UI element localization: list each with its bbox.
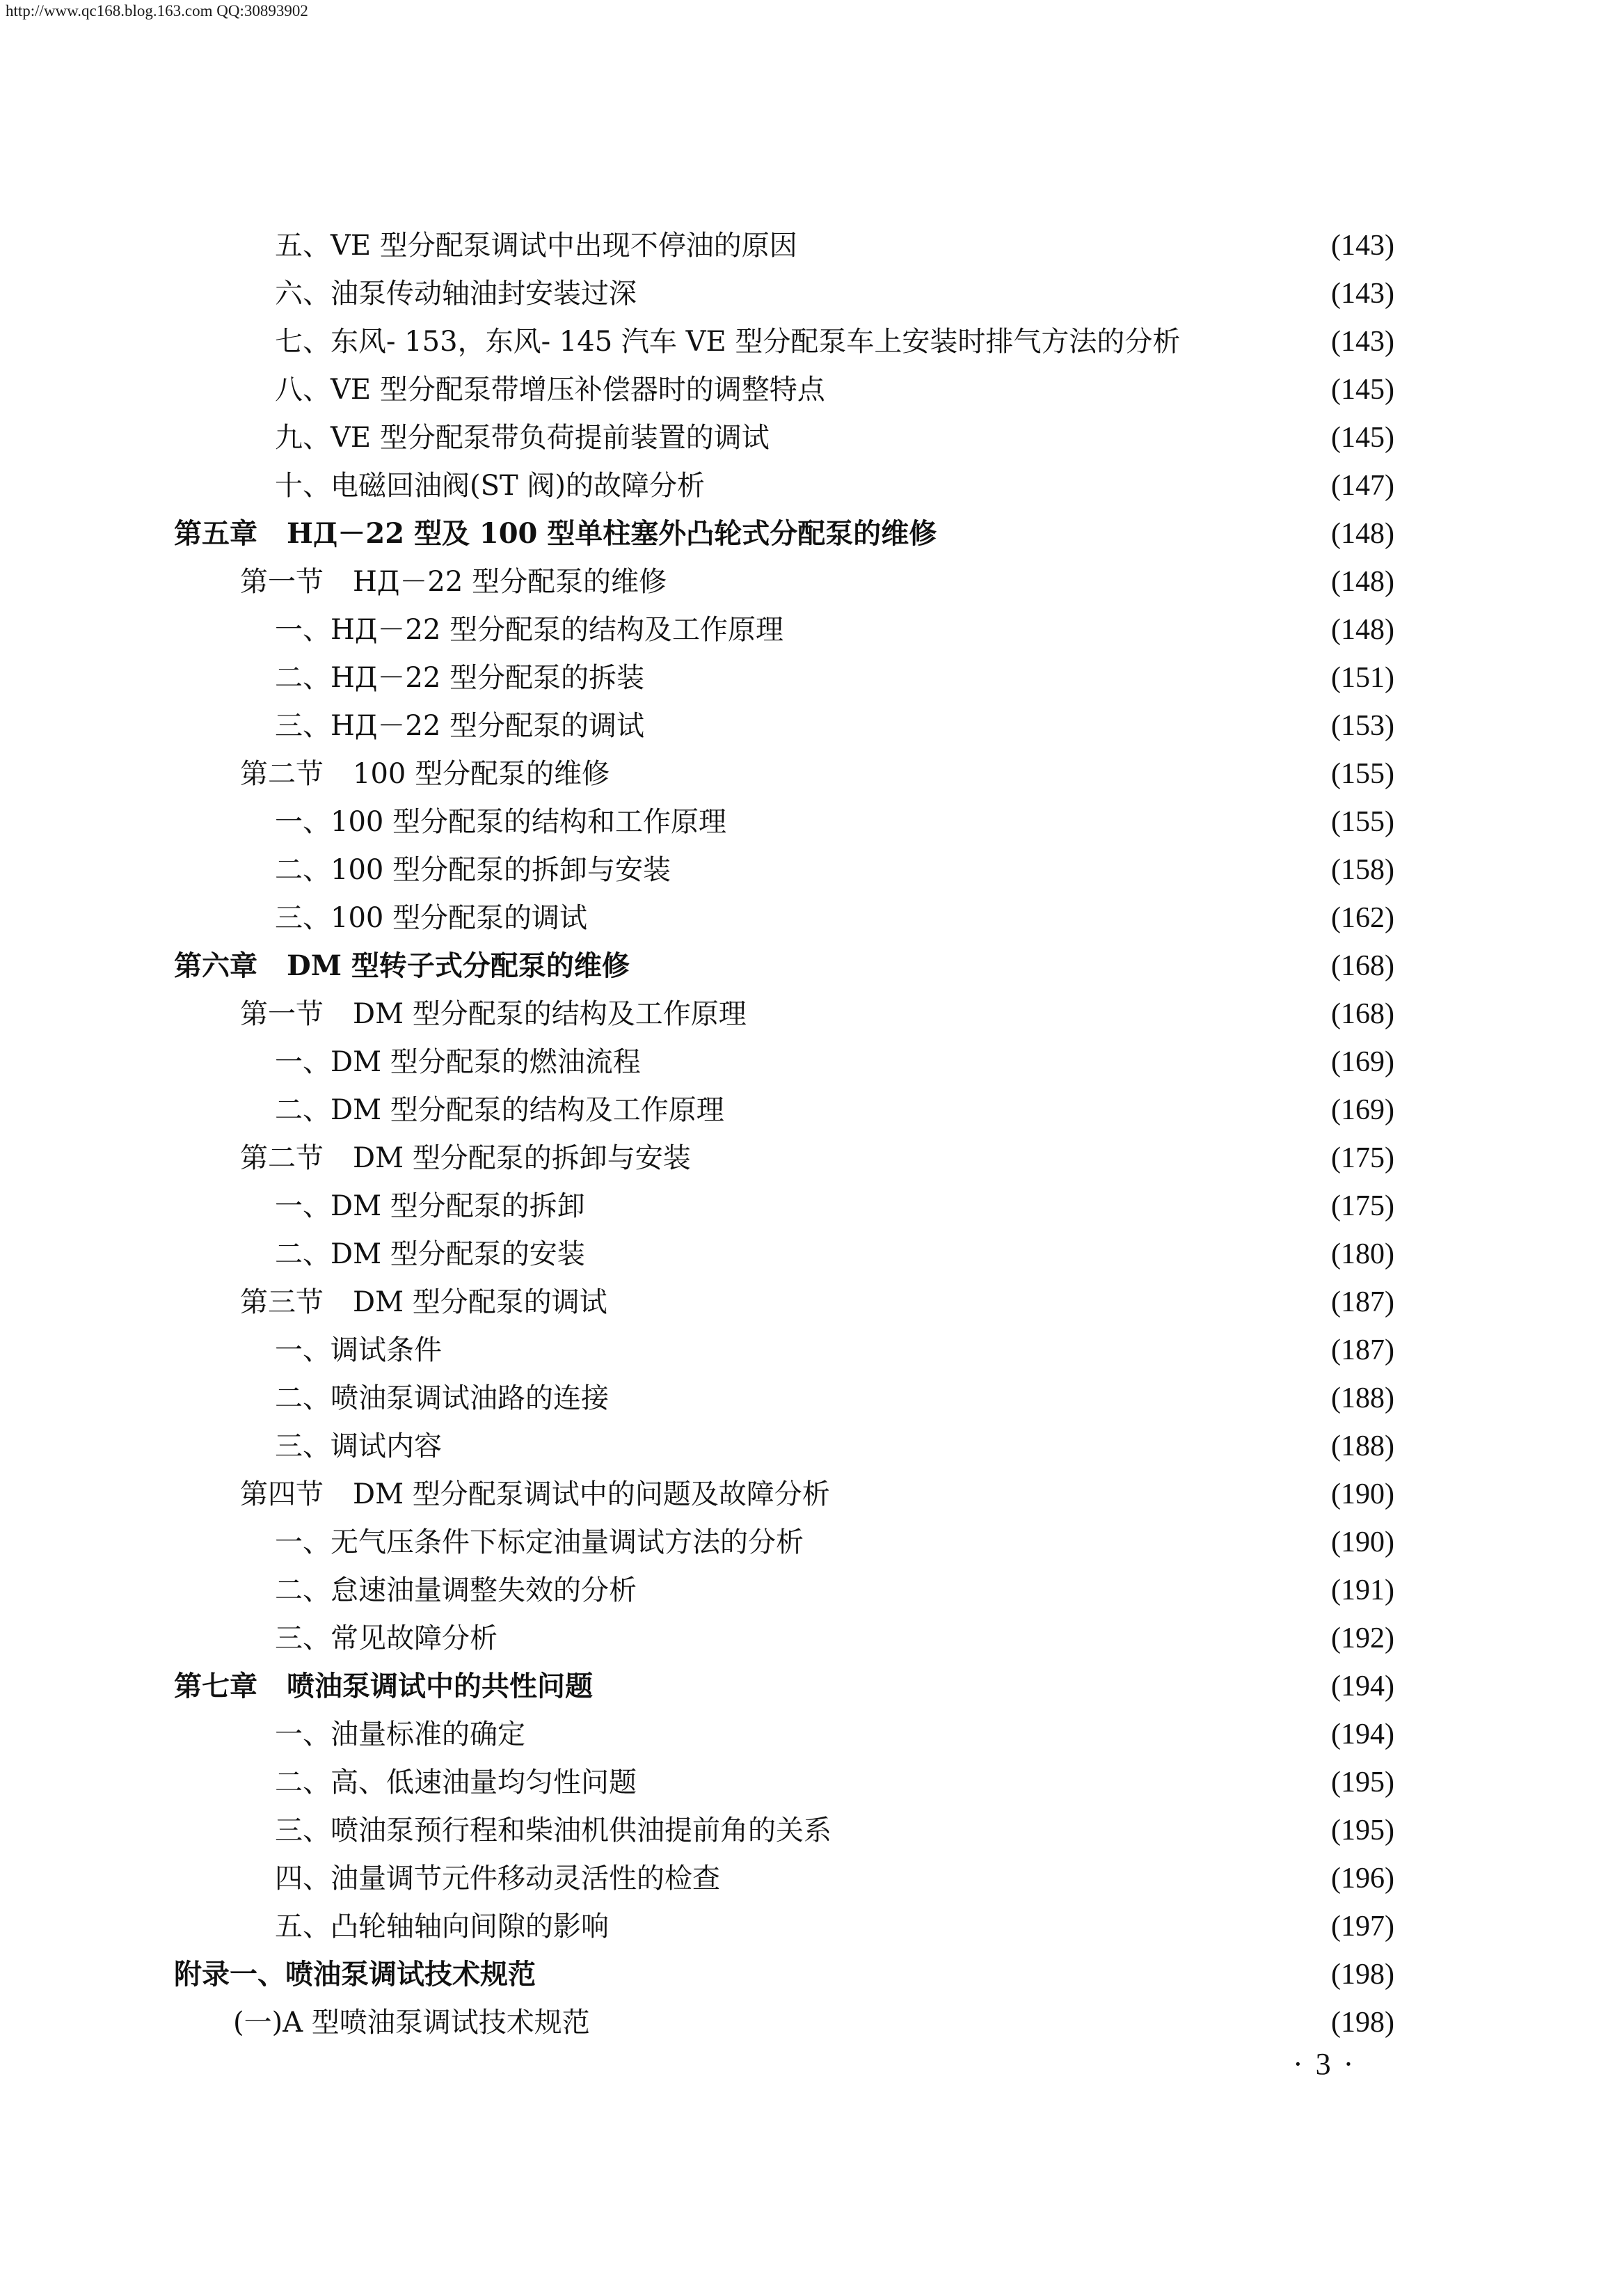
toc-page-number: (180) xyxy=(1331,1238,1394,1270)
toc-entry-title: 三、100 型分配泵的调试 xyxy=(275,901,588,934)
toc-entry-title: DM 型转子式分配泵的维修 xyxy=(287,949,630,982)
dot-leader xyxy=(644,1766,1283,1798)
dot-leader xyxy=(449,1430,1283,1462)
toc-entry-text xyxy=(275,854,671,886)
dot-leader xyxy=(832,374,1283,406)
toc-page-number: (187) xyxy=(1331,1286,1394,1318)
toc-entry-title: 八、VE 型分配泵带增压补偿器时的调整特点 xyxy=(275,373,825,406)
dot-leader xyxy=(592,1190,1283,1222)
toc-entry-title: 二、100 型分配泵的拆卸与安装 xyxy=(275,853,671,886)
toc-entry-text xyxy=(275,1430,442,1462)
toc-page-number: (148) xyxy=(1331,613,1394,646)
toc-entry-text xyxy=(275,902,587,934)
toc-page-number: (197) xyxy=(1331,1910,1394,1943)
dot-leader xyxy=(1187,326,1283,358)
dot-leader xyxy=(698,1142,1283,1174)
footer-dot-left: · xyxy=(1293,2047,1303,2081)
toc-entry-text xyxy=(240,1142,691,1174)
toc-entry-text xyxy=(275,374,825,406)
toc-entry-title: 二、DM 型分配泵的安装 xyxy=(275,1238,585,1270)
toc-entry-title: 五、凸轮轴轴向间隙的影响 xyxy=(275,1910,609,1943)
toc-page-number: (168) xyxy=(1331,949,1394,982)
toc-entry-item xyxy=(0,461,1624,509)
dot-leader xyxy=(804,230,1283,262)
toc-entry-text xyxy=(275,1718,525,1750)
toc-entry-appendix xyxy=(0,1950,1624,1998)
toc-entry-item xyxy=(0,221,1624,269)
toc-entry-text xyxy=(240,998,747,1030)
toc-entry-title: DM 型分配泵的结构及工作原理 xyxy=(353,997,747,1030)
toc-page-number: (158) xyxy=(1331,853,1394,886)
toc-page-number: (192) xyxy=(1331,1622,1394,1654)
toc-entry-text xyxy=(275,1382,609,1414)
toc-entry-chapter xyxy=(0,1662,1624,1710)
toc-entry-text xyxy=(174,518,937,550)
toc-entry-section xyxy=(0,1470,1624,1518)
toc-entry-text xyxy=(275,1190,585,1222)
toc-entry-subappendix xyxy=(0,1998,1624,2046)
dot-leader xyxy=(616,1382,1283,1414)
toc-page-number: (194) xyxy=(1331,1670,1394,1702)
dot-leader xyxy=(532,1718,1283,1750)
toc-entry-item xyxy=(0,606,1624,654)
toc-entry-text xyxy=(275,1766,637,1798)
toc-entry-item xyxy=(0,1518,1624,1566)
toc-entry-text xyxy=(275,614,783,646)
toc-entry-item xyxy=(0,702,1624,750)
toc-entry-text xyxy=(275,1334,442,1366)
toc-page-number: (168) xyxy=(1331,997,1394,1030)
toc-entry-text xyxy=(275,662,644,694)
toc-page-number: (145) xyxy=(1331,373,1394,406)
toc-entry-item xyxy=(0,1326,1624,1374)
page-number: 3 xyxy=(1315,2047,1331,2081)
toc-entry-text xyxy=(174,950,630,982)
toc-entry-item xyxy=(0,269,1624,317)
toc-entry-text xyxy=(275,1094,724,1126)
toc-entry-item xyxy=(0,894,1624,942)
toc-page-number: (195) xyxy=(1331,1766,1394,1798)
toc-entry-text xyxy=(275,230,797,262)
dot-leader xyxy=(837,1478,1283,1510)
dot-leader xyxy=(811,1526,1283,1558)
toc-page-number: (169) xyxy=(1331,1045,1394,1078)
dot-leader xyxy=(592,1238,1283,1270)
toc-entry-title: 三、喷油泵预行程和柴油机供油提前角的关系 xyxy=(275,1814,831,1847)
footer-dot-right: · xyxy=(1343,2047,1354,2081)
toc-page-number: (198) xyxy=(1331,1958,1394,1991)
toc-entry-text xyxy=(240,1478,830,1510)
toc-entry-title: 一、DM 型分配泵的拆卸 xyxy=(275,1189,585,1222)
toc-entry-title: 二、DM 型分配泵的结构及工作原理 xyxy=(275,1093,724,1126)
dot-leader xyxy=(600,1670,1283,1702)
toc-entry-title: 七、东风- 153，东风- 145 汽车 VE 型分配泵车上安装时排气方法的分析 xyxy=(275,325,1181,358)
toc-entry-number: 第七章 xyxy=(174,1669,257,1702)
toc-entry-title: (一)A 型喷油泵调试技术规范 xyxy=(233,2006,590,2039)
toc-page-number: (175) xyxy=(1331,1189,1394,1222)
dot-leader xyxy=(616,758,1283,790)
dot-leader xyxy=(597,2007,1283,2039)
dot-leader xyxy=(594,902,1283,934)
toc-entry-title: 十、电磁回油阀(ST 阀)的故障分析 xyxy=(275,469,706,502)
dot-leader xyxy=(733,806,1283,838)
toc-entry-item xyxy=(0,1182,1624,1230)
toc-entry-title: DM 型分配泵的拆卸与安装 xyxy=(353,1141,691,1174)
toc-page-number: (187) xyxy=(1331,1334,1394,1366)
dot-leader xyxy=(790,614,1283,646)
toc-entry-title: 一、无气压条件下标定油量调试方法的分析 xyxy=(275,1526,804,1558)
dot-leader xyxy=(644,1574,1283,1606)
toc-entry-title: 三、调试内容 xyxy=(275,1430,442,1462)
toc-entry-text xyxy=(275,1622,497,1654)
toc-page-number: (191) xyxy=(1331,1574,1394,1606)
toc-entry-number: 第一节 xyxy=(240,565,324,598)
toc-entry-title: 一、DM 型分配泵的燃油流程 xyxy=(275,1045,641,1078)
toc-entry-number: 第二节 xyxy=(240,757,324,790)
toc-page-number: (148) xyxy=(1331,565,1394,598)
toc-entry-title: 附录一、喷油泵调试技术规范 xyxy=(174,1957,536,1991)
dot-leader xyxy=(674,566,1283,598)
toc-entry-number: 第五章 xyxy=(174,516,257,550)
toc-page-number: (143) xyxy=(1331,277,1394,310)
toc-entry-item xyxy=(0,1710,1624,1758)
dot-leader xyxy=(648,1046,1283,1078)
toc-entry-title: 一、油量标准的确定 xyxy=(275,1718,525,1750)
toc-entry-item xyxy=(0,1902,1624,1950)
toc-page-number: (175) xyxy=(1331,1141,1394,1174)
toc-entry-title: 四、油量调节元件移动灵活性的检查 xyxy=(275,1862,720,1895)
toc-entry-text xyxy=(275,1526,804,1558)
toc-entry-item xyxy=(0,365,1624,413)
page-number-footer xyxy=(1280,2046,1366,2082)
dot-leader xyxy=(678,854,1283,886)
toc-entry-section xyxy=(0,750,1624,798)
toc-entry-section xyxy=(0,1134,1624,1182)
toc-page-number: (143) xyxy=(1331,229,1394,262)
toc-page-number: (153) xyxy=(1331,709,1394,742)
dot-leader xyxy=(727,1863,1283,1895)
toc-page-number: (143) xyxy=(1331,325,1394,358)
toc-page-number: (148) xyxy=(1331,517,1394,550)
toc-entry-item xyxy=(0,1230,1624,1278)
toc-entry-text xyxy=(174,1670,593,1702)
toc-page-number: (169) xyxy=(1331,1093,1394,1126)
toc-entry-item xyxy=(0,1854,1624,1902)
dot-leader xyxy=(731,1094,1283,1126)
dot-leader xyxy=(838,1815,1283,1847)
toc-entry-text xyxy=(275,1911,609,1943)
toc-entry-section xyxy=(0,558,1624,606)
toc-page-number: (188) xyxy=(1331,1382,1394,1414)
toc-entry-text xyxy=(275,278,637,310)
toc-entry-text xyxy=(174,1959,536,1991)
dot-leader xyxy=(616,1911,1283,1943)
table-of-contents xyxy=(0,221,1624,2046)
toc-entry-item xyxy=(0,1086,1624,1134)
toc-entry-item xyxy=(0,1758,1624,1806)
toc-entry-title: 三、常见故障分析 xyxy=(275,1622,497,1654)
toc-entry-item xyxy=(0,1038,1624,1086)
toc-entry-title: 二、喷油泵调试油路的连接 xyxy=(275,1382,609,1414)
toc-entry-text xyxy=(275,326,1180,358)
toc-entry-item xyxy=(0,1806,1624,1854)
toc-entry-text xyxy=(240,566,667,598)
toc-entry-title: DM 型分配泵的调试 xyxy=(353,1286,607,1318)
toc-entry-title: HД－22 型及 100 型单柱塞外凸轮式分配泵的维修 xyxy=(287,516,937,550)
toc-entry-text xyxy=(275,1863,720,1895)
toc-page-number: (155) xyxy=(1331,805,1394,838)
dot-leader xyxy=(712,470,1283,502)
toc-entry-item xyxy=(0,317,1624,365)
toc-entry-item xyxy=(0,1614,1624,1662)
toc-entry-text xyxy=(275,470,705,502)
toc-entry-item xyxy=(0,1566,1624,1614)
toc-entry-text xyxy=(275,1238,585,1270)
dot-leader xyxy=(754,998,1283,1030)
toc-entry-text xyxy=(275,710,644,742)
toc-page-number: (194) xyxy=(1331,1718,1394,1750)
toc-entry-title: 九、VE 型分配泵带负荷提前装置的调试 xyxy=(275,421,770,454)
toc-entry-title: 一、调试条件 xyxy=(275,1334,442,1366)
toc-entry-text xyxy=(275,1574,637,1606)
toc-entry-section xyxy=(0,990,1624,1038)
dot-leader xyxy=(651,662,1283,694)
toc-entry-item xyxy=(0,846,1624,894)
dot-leader xyxy=(504,1622,1283,1654)
toc-entry-title: 二、HД－22 型分配泵的拆装 xyxy=(275,661,645,694)
dot-leader xyxy=(449,1334,1283,1366)
toc-entry-section xyxy=(0,1278,1624,1326)
dot-leader xyxy=(777,422,1283,454)
toc-entry-title: 喷油泵调试中的共性问题 xyxy=(287,1669,593,1702)
toc-entry-text xyxy=(275,1046,641,1078)
toc-page-number: (151) xyxy=(1331,661,1394,694)
toc-page-number: (147) xyxy=(1331,469,1394,502)
toc-entry-title: 二、怠速油量调整失效的分析 xyxy=(275,1574,637,1606)
toc-page-number: (145) xyxy=(1331,421,1394,454)
toc-entry-number: 第一节 xyxy=(240,997,324,1030)
toc-entry-number: 第四节 xyxy=(240,1478,324,1510)
toc-entry-title: 六、油泵传动轴油封安装过深 xyxy=(275,277,637,310)
dot-leader xyxy=(614,1286,1283,1318)
toc-page-number: (188) xyxy=(1331,1430,1394,1462)
toc-page-number: (190) xyxy=(1331,1526,1394,1558)
toc-page-number: (162) xyxy=(1331,901,1394,934)
toc-entry-number: 第二节 xyxy=(240,1141,324,1174)
toc-entry-chapter xyxy=(0,509,1624,558)
toc-page-number: (196) xyxy=(1331,1862,1394,1895)
toc-entry-title: HД－22 型分配泵的维修 xyxy=(353,565,667,598)
toc-entry-number: 第六章 xyxy=(174,949,257,982)
toc-entry-number: 第三节 xyxy=(240,1286,324,1318)
dot-leader xyxy=(644,278,1283,310)
toc-entry-text xyxy=(240,1286,607,1318)
toc-page-number: (195) xyxy=(1331,1814,1394,1847)
toc-entry-title: 100 型分配泵的维修 xyxy=(353,757,610,790)
dot-leader xyxy=(651,710,1283,742)
dot-leader xyxy=(944,518,1283,550)
toc-page-number: (198) xyxy=(1331,2006,1394,2039)
dot-leader xyxy=(637,950,1283,982)
toc-entry-text xyxy=(275,1815,831,1847)
toc-entry-item xyxy=(0,798,1624,846)
toc-page-number: (155) xyxy=(1331,757,1394,790)
toc-entry-item xyxy=(0,1422,1624,1470)
toc-entry-title: DM 型分配泵调试中的问题及故障分析 xyxy=(353,1478,830,1510)
toc-entry-item xyxy=(0,1374,1624,1422)
toc-entry-chapter xyxy=(0,942,1624,990)
toc-entry-title: 三、HД－22 型分配泵的调试 xyxy=(275,709,645,742)
toc-entry-title: 二、高、低速油量均匀性问题 xyxy=(275,1766,637,1798)
toc-entry-item xyxy=(0,654,1624,702)
toc-entry-item xyxy=(0,413,1624,461)
toc-page-number: (190) xyxy=(1331,1478,1394,1510)
toc-entry-text xyxy=(275,806,726,838)
toc-entry-text xyxy=(275,422,770,454)
toc-entry-text xyxy=(233,2007,590,2039)
toc-entry-title: 一、100 型分配泵的结构和工作原理 xyxy=(275,805,727,838)
toc-entry-text xyxy=(240,758,610,790)
toc-entry-title: 一、HД－22 型分配泵的结构及工作原理 xyxy=(275,613,784,646)
dot-leader xyxy=(543,1959,1283,1991)
header-url-text: http://www.qc168.blog.163.com QQ:30893902 xyxy=(6,2,308,19)
toc-entry-title: 五、VE 型分配泵调试中出现不停油的原因 xyxy=(275,229,797,262)
